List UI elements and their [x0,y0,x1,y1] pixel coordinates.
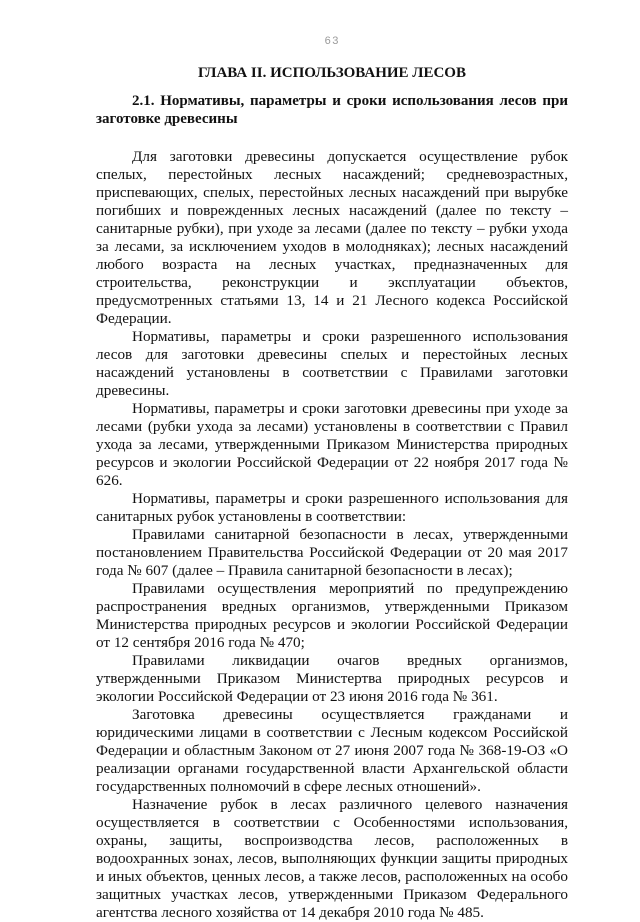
paragraph: Для заготовки древесины допускается осуществление рубок спелых, перестойных лесных насаждений; средневозрастных, приспевающих, спелых, перестойных лесных насаждений при вырубке погибших и поврежденных лесных насаждений (далее по тексту – санитарные рубки), при уходе за лесами (далее по тексту – рубки ухода за лесами, за исключением уходов в молодняках); лесных насаждений любого возраста на лесных участках, предназначенных для строительства, реконструкции и эксплуатации объектов, предусмотренных статьями 13, 14 и 21 Лесного кодекса Российской Федерации. [96,148,568,327]
paragraph: Правилами санитарной безопасности в лесах, утвержденными постановлением Правительства Российской Федерации от 20 мая 2017 года № 607 (далее – Правила санитарной безопасности в лесах); [96,526,568,579]
section-title: 2.1. Нормативы, параметры и сроки использования лесов при заготовке древесины [96,93,568,127]
paragraph: Нормативы, параметры и сроки разрешенного использования лесов для заготовки древесины спелых и перестойных лесных насаждений установлены в соответствии с Правилами заготовки древесины. [96,328,568,399]
paragraph: Заготовка древесины осуществляется гражданами и юридическими лицами в соответствии с Лесным кодексом Российской Федерации и областным Законом от 27 июня 2007 года № 368-19-ОЗ «О реализации органами государственной власти Архангельской области государственных полномочий в сфере лесных отношений». [96,706,568,795]
paragraph: Правилами ликвидации очагов вредных организмов, утвержденными Приказом Министертва природных ресурсов и экологии Российской Федерации от 23 июня 2016 года № 361. [96,652,568,705]
page-number: 63 [324,36,340,48]
chapter-title: ГЛАВА II. ИСПОЛЬЗОВАНИЕ ЛЕСОВ [198,65,466,81]
paragraph: Назначение рубок в лесах различного целевого назначения осуществляется в соответствии с Особенностями использования, охраны, защиты, воспроизводства лесов, расположенных в водоохранных зонах, лесов, выполняющих функции защиты природных и иных объектов, ценных лесов, а также лесов, расположенных на особо защитных участках лесов, утвержденными Приказом Федерального агентства лесного хозяйства от 14 декабря 2010 года № 485. [96,796,568,921]
paragraph: Правилами осуществления мероприятий по предупреждению распространения вредных организмов, утвержденными Приказом Министерства природных ресурсов и экологии Российской Федерации от 12 сентября 2016 года № 470; [96,580,568,651]
body-text [96,148,568,922]
paragraph: Нормативы, параметры и сроки заготовки древесины при уходе за лесами (рубки ухода за лесами) установлены в соответствии с Правил ухода за лесами, утвержденными Приказом Министерства природных ресурсов и экологии Российской Федерации от 22 ноября 2017 года № 626. [96,400,568,489]
paragraph: Нормативы, параметры и сроки разрешенного использования для санитарных рубок установлены в соответствии: [96,490,568,525]
